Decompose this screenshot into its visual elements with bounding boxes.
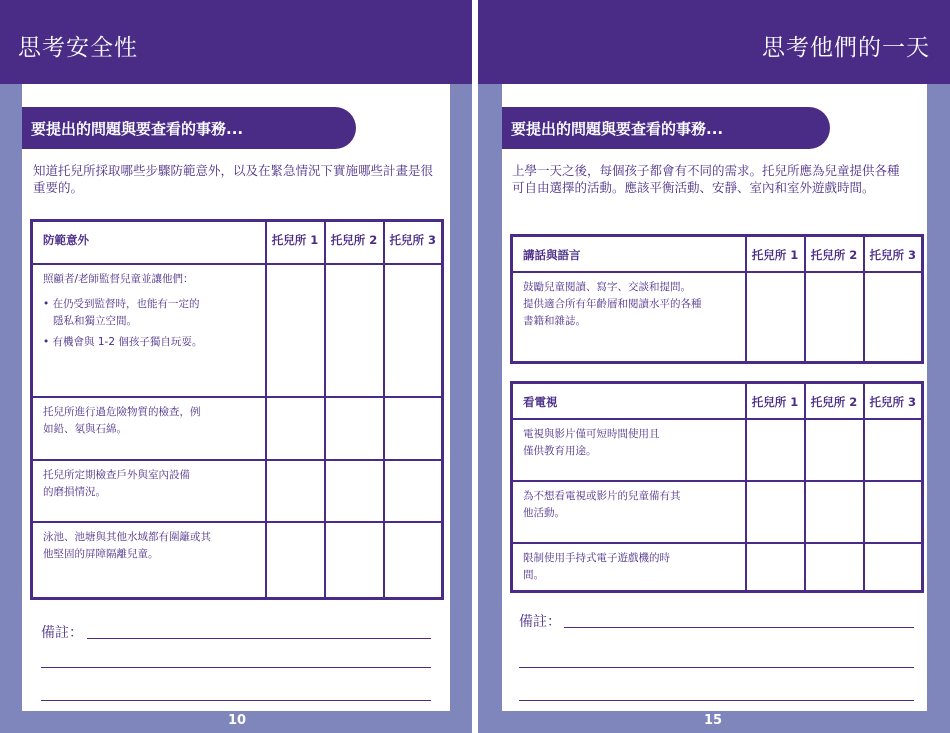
bullet-list bbox=[43, 296, 255, 351]
table-row bbox=[512, 481, 923, 543]
rating-cell[interactable] bbox=[266, 264, 325, 397]
row-text: 鼓勵兒童閱讀、寫字、交談和提問。 bbox=[523, 280, 691, 293]
notes-line[interactable] bbox=[519, 667, 914, 668]
rating-cell[interactable] bbox=[266, 522, 325, 599]
notes-line[interactable] bbox=[87, 638, 431, 639]
rating-cell[interactable] bbox=[325, 264, 384, 397]
rating-cell[interactable] bbox=[384, 397, 443, 460]
right-intro-text: 上學一天之後，每個孩子都會有不同的需求。托兒所應為兒童提供各種可自由選擇的活動。應該平衡活動、安靜、室內和室外遊戲時間。 bbox=[512, 163, 900, 195]
rating-cell[interactable] bbox=[384, 522, 443, 599]
rating-cell[interactable] bbox=[864, 481, 923, 543]
notes-line[interactable] bbox=[41, 667, 431, 668]
rating-cell[interactable] bbox=[266, 460, 325, 522]
rating-cell[interactable] bbox=[384, 264, 443, 397]
row-description: 限制使用手持式電子遊戲機的時間。 bbox=[512, 543, 746, 592]
rating-cell[interactable] bbox=[325, 522, 384, 599]
column-header-center-1: 托兒所 1 bbox=[746, 236, 805, 272]
rating-cell[interactable] bbox=[746, 543, 805, 592]
rating-cell[interactable] bbox=[864, 419, 923, 481]
row-description: 托兒所進行過危險物質的檢查，例如鉛、氡與石綿。 bbox=[32, 397, 266, 460]
table-topic-header: 防範意外 bbox=[32, 221, 266, 264]
left-section-header bbox=[22, 107, 356, 149]
tv-watching-table bbox=[510, 381, 924, 593]
notes-label: 備註： bbox=[41, 625, 83, 641]
column-header-center-1: 托兒所 1 bbox=[266, 221, 325, 264]
rating-cell[interactable] bbox=[746, 272, 805, 363]
column-header-center-2: 托兒所 2 bbox=[805, 383, 864, 419]
rating-cell[interactable] bbox=[805, 543, 864, 592]
rating-cell[interactable] bbox=[384, 460, 443, 522]
notes-line[interactable] bbox=[519, 700, 914, 701]
rating-cell[interactable] bbox=[805, 481, 864, 543]
right-page-title: 思考他們的一天 bbox=[762, 35, 930, 61]
left-header-banner bbox=[0, 0, 472, 84]
rating-cell[interactable] bbox=[746, 481, 805, 543]
rating-cell[interactable] bbox=[325, 460, 384, 522]
left-intro-text: 知道托兒所採取哪些步驟防範意外，以及在緊急情況下實施哪些計畫是很重要的。 bbox=[33, 163, 434, 195]
table-row bbox=[32, 522, 443, 599]
table-row bbox=[512, 272, 923, 363]
row-description: 電視與影片僅可短時間使用且僅供教育用途。 bbox=[512, 419, 746, 481]
table-row bbox=[512, 543, 923, 592]
left-page-number: 10 bbox=[228, 713, 247, 728]
bullet-item: • 有機會與 1-2 個孩子獨自玩耍。 bbox=[43, 335, 203, 348]
left-section-title: 要提出的問題與要查看的事務... bbox=[31, 120, 244, 138]
accident-prevention-table bbox=[30, 219, 444, 600]
table-row bbox=[32, 397, 443, 460]
rating-cell[interactable] bbox=[805, 419, 864, 481]
column-header-center-3: 托兒所 3 bbox=[864, 236, 923, 272]
row-description: 托兒所定期檢查戶外與室內設備的磨損情況。 bbox=[32, 460, 266, 522]
notes-line[interactable] bbox=[564, 627, 914, 628]
rating-cell[interactable] bbox=[746, 419, 805, 481]
column-header-center-1: 托兒所 1 bbox=[746, 383, 805, 419]
column-header-center-3: 托兒所 3 bbox=[384, 221, 443, 264]
bullet-item: • 在仍受到監督時，也能有一定的隱私和獨立空間。 bbox=[43, 297, 200, 327]
row-text: 照顧者/老師監督兒童並讓他們： bbox=[43, 272, 194, 285]
right-section-header bbox=[502, 107, 830, 149]
right-page bbox=[502, 84, 927, 711]
table-topic-header: 看電視 bbox=[512, 383, 746, 419]
left-page-title: 思考安全性 bbox=[18, 35, 138, 61]
row-description bbox=[512, 272, 746, 363]
rating-cell[interactable] bbox=[864, 543, 923, 592]
notes-label: 備註： bbox=[519, 614, 561, 630]
table-row bbox=[32, 460, 443, 522]
column-header-center-3: 托兒所 3 bbox=[864, 383, 923, 419]
column-header-center-2: 托兒所 2 bbox=[805, 236, 864, 272]
right-section-title: 要提出的問題與要查看的事務... bbox=[511, 120, 724, 138]
row-text: 提供適合所有年齡層和閱讀水平的各種書籍和雜誌。 bbox=[523, 297, 702, 327]
speech-language-table bbox=[510, 234, 924, 364]
notes-line[interactable] bbox=[41, 700, 431, 701]
table-row bbox=[512, 419, 923, 481]
rating-cell[interactable] bbox=[805, 272, 864, 363]
right-page-number: 15 bbox=[704, 713, 723, 728]
rating-cell[interactable] bbox=[325, 397, 384, 460]
table-row bbox=[32, 264, 443, 397]
left-page bbox=[22, 84, 450, 711]
row-description bbox=[32, 264, 266, 397]
row-description: 泳池、池塘與其他水域都有圍籬或其他堅固的屏障隔離兒童。 bbox=[32, 522, 266, 599]
column-header-center-2: 托兒所 2 bbox=[325, 221, 384, 264]
right-header-banner bbox=[478, 0, 950, 84]
rating-cell[interactable] bbox=[864, 272, 923, 363]
table-topic-header: 講話與語言 bbox=[512, 236, 746, 272]
page-gutter bbox=[472, 0, 478, 733]
rating-cell[interactable] bbox=[266, 397, 325, 460]
row-description: 為不想看電視或影片的兒童備有其他活動。 bbox=[512, 481, 746, 543]
